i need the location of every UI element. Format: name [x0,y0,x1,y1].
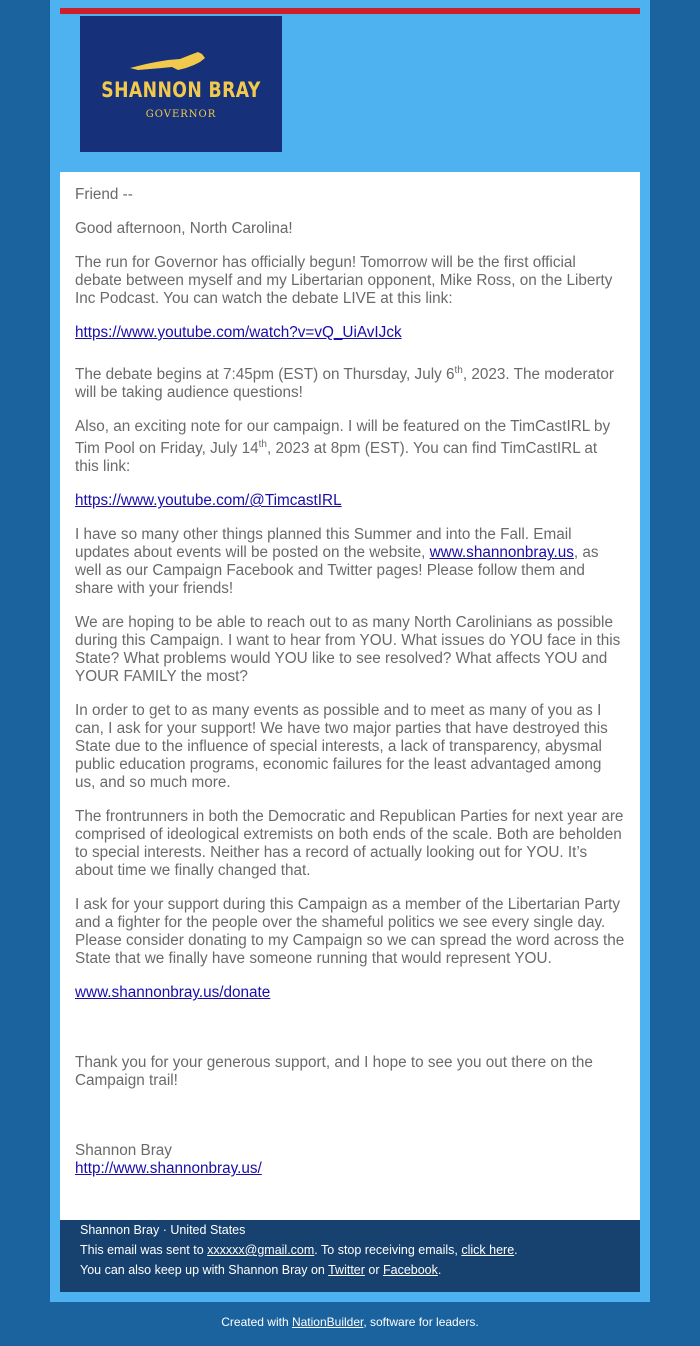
greeting: Friend -- [75,186,133,203]
footer-org: Shannon Bray · United States [80,1223,246,1237]
nationbuilder-link[interactable]: NationBuilder [291,1315,364,1329]
facebook-link[interactable]: Facebook [382,1263,438,1277]
unsubscribe-link[interactable]: click here [461,1243,515,1257]
north-carolina-state-icon [128,50,208,72]
debate-link[interactable]: https://www.youtube.com/watch?v=vQ_UiAvIJck [75,324,402,341]
email-header [60,14,640,172]
campaign-logo [80,16,282,152]
paragraph-order: In order to get to as many events as possible and to meet as many of you as I can, I ask for your support! We have two major parties that have destroyed this State due to the influence of special interests, a lack of transparency, abysmal public education programs, economic failures for the least advantaged among us, and so much more. [75,702,608,792]
salutation: Good afternoon, North Carolina! [75,220,293,237]
nationbuilder-credit: Created with NationBuilder, software for leaders. [221,1315,479,1329]
email-footer [60,1220,640,1292]
recipient-email-link[interactable]: xxxxxx@gmail.com [207,1243,315,1257]
email-body [60,172,640,1220]
paragraph-thanks: Thank you for your generous support, and I hope to see you out there on the Campaign trail! [75,1054,593,1090]
email-frame [50,0,650,1302]
signature-link[interactable]: http://www.shannonbray.us/ [75,1160,262,1178]
website-link[interactable]: www.shannonbray.us [429,544,574,562]
paragraph-timcast: Also, an exciting note for our campaign. I will be featured on the TimCastIRL by Tim Pool on Friday, July 14th, 2023 at 8pm (EST). You can find TimCastIRL at this link: [75,418,611,476]
twitter-link[interactable]: Twitter [328,1263,365,1277]
timcast-link[interactable]: https://www.youtube.com/@TimcastIRL [75,492,342,510]
paragraph-debate: The debate begins at 7:45pm (EST) on Thursday, July 6th, 2023. The moderator will be taking audience questions! [75,365,614,402]
footer-social: You can also keep up with Shannon Bray on Twitter or Facebook. [80,1263,442,1277]
paragraph-reach: We are hoping to be able to reach out to as many North Carolinians as possible during this Campaign. I want to hear from YOU. What issues do YOU face in this State? What problems would YOU like to see resolved? What affects YOU and YOUR FAMILY the most? [75,614,621,686]
donate-link[interactable]: www.shannonbray.us/donate [75,984,271,1002]
paragraph-run: The run for Governor has officially begun! Tomorrow will be the first official debate between myself and my Libertarian opponent, Mike Ross, on the Liberty Inc Podcast. You can watch the debate LIVE at this link: [75,254,613,307]
logo-name: SHANNON BRAY [101,78,261,102]
paragraph-summer: I have so many other things planned this Summer and into the Fall. Email updates about events will be posted on the website, www.shannonbray.us, as well as our Campaign Facebook and Twitter pages! Please follow them and share with your friends! [75,526,599,598]
logo-role: GOVERNOR [145,109,217,120]
paragraph-frontrunners: The frontrunners in both the Democratic and Republican Parties for next year are comprised of ideological extremists on both ends of the scale. Both are beholden to special interests. Neither has a record of actually looking out for YOU. It’s about time we finally changed that. [75,808,624,880]
signature-name: Shannon Bray [75,1142,172,1160]
footer-sent: This email was sent to xxxxxx@gmail.com. To stop receiving emails, click here. [80,1243,518,1257]
paragraph-ask: I ask for your support during this Campaign as a member of the Libertarian Party and a fighter for the people over the shameful politics we see every single day. Please consider donating to my Campaign so we can spread the word across the State that we finally have someone running that would represent YOU. [75,896,625,968]
